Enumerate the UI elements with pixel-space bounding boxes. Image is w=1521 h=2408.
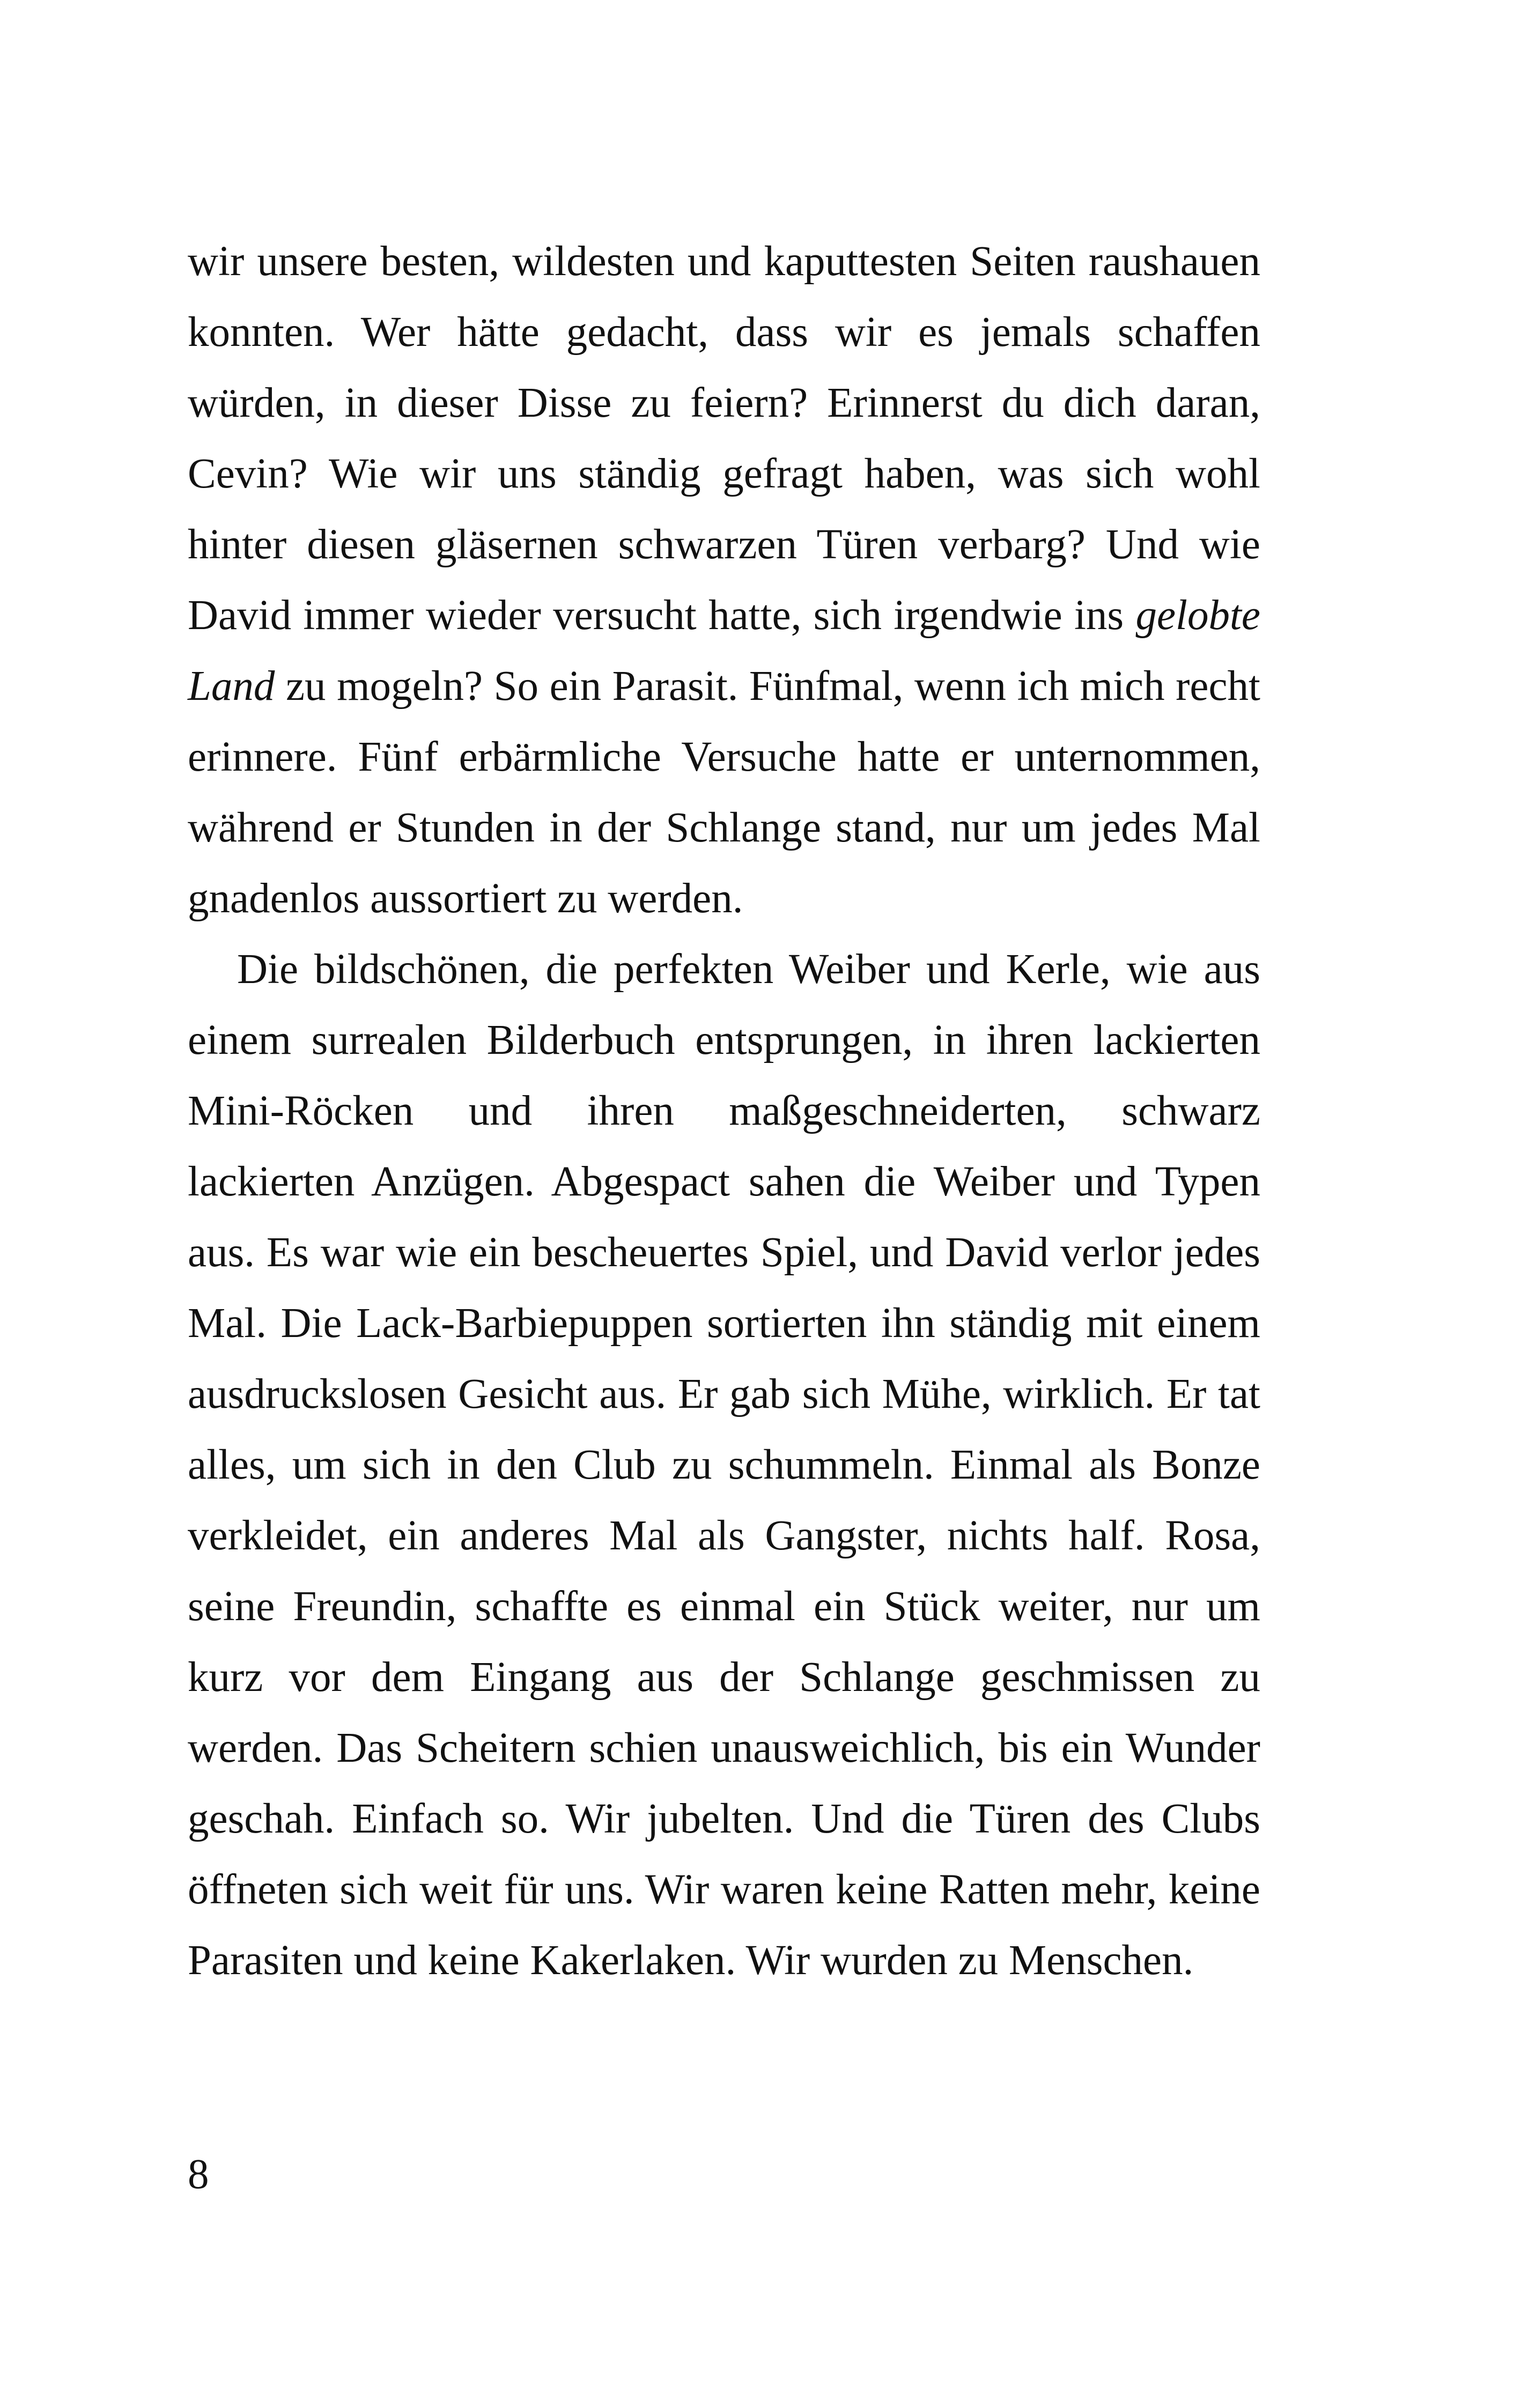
paragraph-2: Die bildschönen, die perfekten Weiber und Kerle, wie aus einem surrealen Bilderbuch entsprungen, in ihren lackierten Mini-Röcken und ihren maßgeschneiderten, schwarz lackierten Anzügen. Abgespact sahen die Weiber und Typen aus. Es war wie ein bescheuertes Spiel, und David verlor jedes Mal. Die Lack-Barbiepuppen sortierten ihn ständig mit einem ausdruckslosen Gesicht aus. Er gab sich Mühe, wirklich. Er tat alles, um sich in den Club zu schummeln. Einmal als Bonze verkleidet, ein anderes Mal als Gangster, nichts half. Rosa, seine Freundin, schaffte es einmal ein Stück weiter, nur um kurz vor dem Eingang aus der Schlange geschmissen zu werden. Das Scheitern schien unausweichlich, bis ein Wunder geschah. Einfach so. Wir jubelten. Und die Türen des Clubs öffneten sich weit für uns. Wir waren keine Ratten mehr, keine Parasiten und keine Kakerlaken. Wir wurden zu Menschen.	[188, 946, 1260, 1984]
paragraph-1-text-before: wir unsere besten, wildesten und kaputtesten Seiten raushauen konnten. Wer hätte gedacht, dass wir es jemals schaffen würden, in dieser Disse zu feiern? Erinnerst du dich daran, Cevin? Wie wir uns ständig gefragt haben, was sich wohl hinter diesen gläsernen schwarzen Türen verbarg? Und wie David immer wieder versucht hatte, sich irgendwie ins	[188, 238, 1260, 639]
paragraph-1-text-after: zu mogeln? So ein Parasit. Fünfmal, wenn ich mich recht erinnere. Fünf erbärmliche Versuche hatte er unternommen, während er Stunden in der Schlange stand, nur um jedes Mal gnadenlos aussortiert zu werden.	[188, 663, 1260, 922]
paragraph-1-italic-text: gelobte Land	[188, 592, 1260, 710]
paragraph-1	[188, 226, 1260, 934]
page-number: 8	[188, 2151, 209, 2198]
body-text	[188, 226, 1260, 1996]
